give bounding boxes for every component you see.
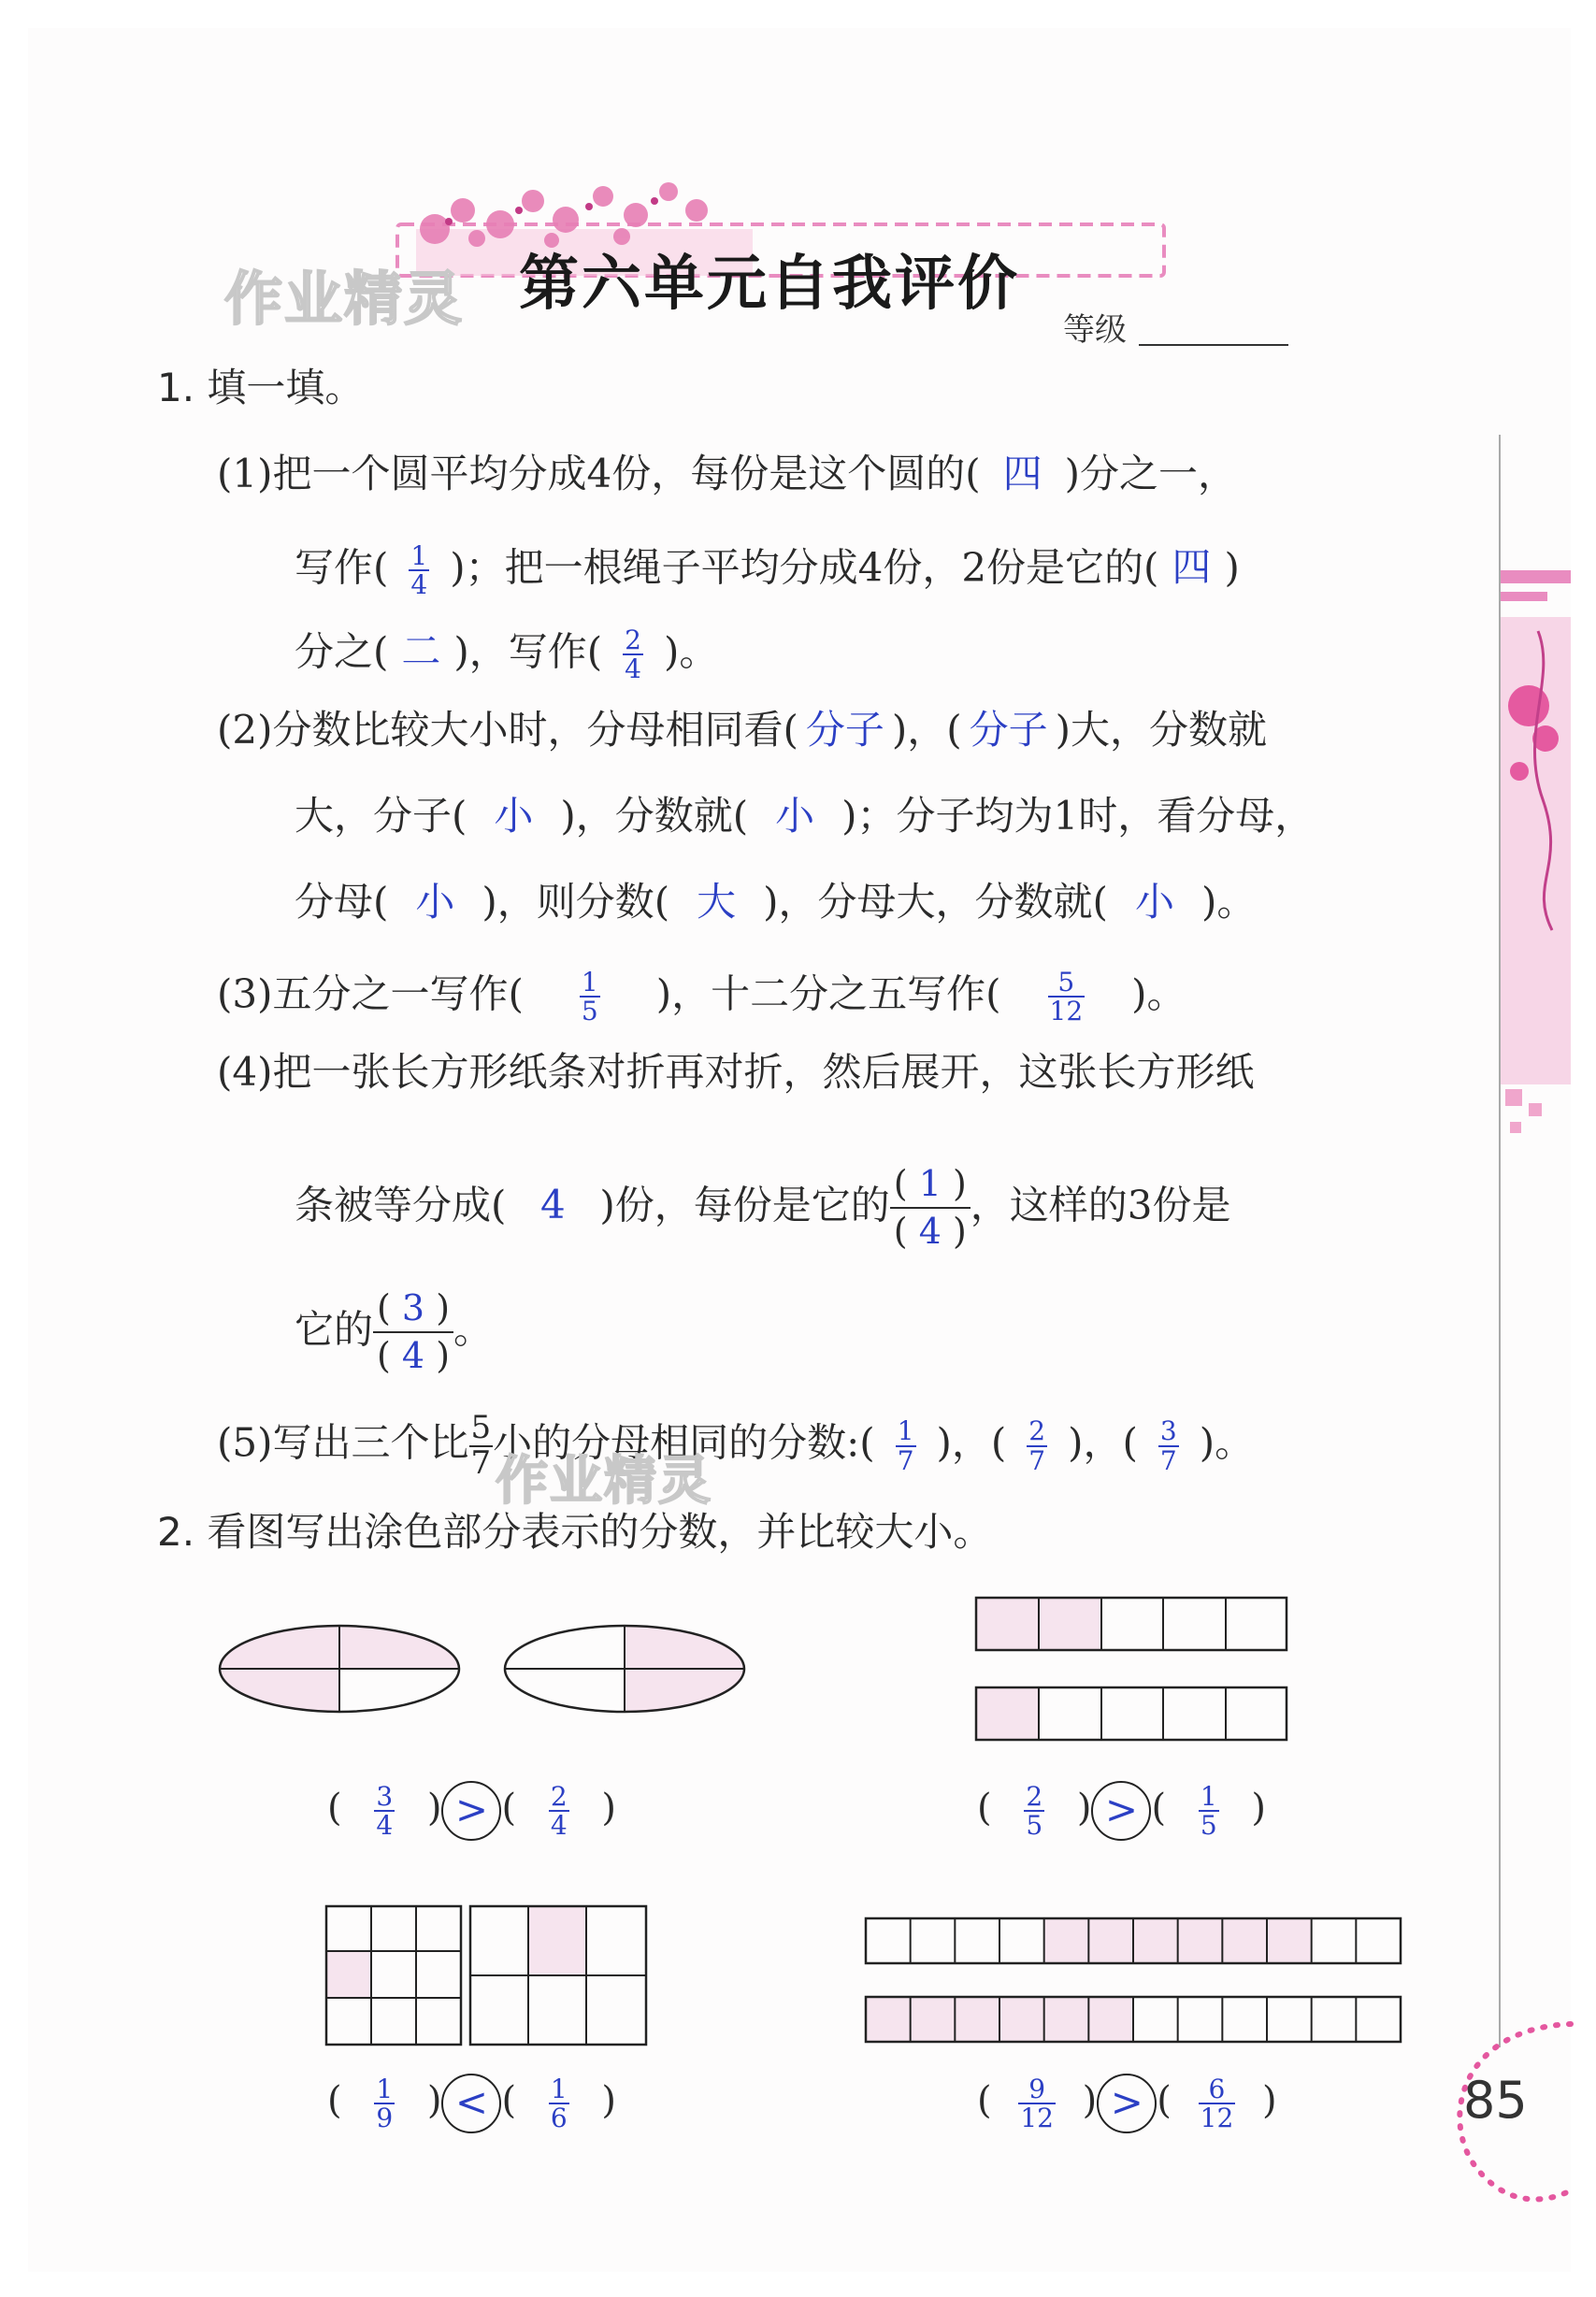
q1-1-line2: 写作( $\frac{1}{4}$ )；把一根绳子平均分成4份，2份是它的( 四 ) bbox=[295, 540, 1240, 601]
q1-4-line3: 它的 $\frac{( 3 )}{( 4 )}$ 。 bbox=[295, 1285, 493, 1380]
answer-fraction[interactable]: $\frac{1}{7}$ bbox=[897, 1415, 914, 1476]
answer-blank[interactable]: 四 bbox=[1172, 544, 1212, 591]
answer-blank[interactable]: 小 bbox=[415, 879, 455, 925]
answer-fraction[interactable]: $\frac{6}{12}$ bbox=[1200, 2073, 1234, 2133]
answer-blank[interactable]: 4 bbox=[540, 1182, 566, 1228]
watermark-middle: 作业精灵 bbox=[496, 1451, 712, 1512]
q1-2-line3: 分母( 小 )，则分数( 大 )，分母大，分数就( 小 )。 bbox=[295, 879, 1257, 925]
page-number: 85 bbox=[1463, 2071, 1528, 2130]
answer-fraction[interactable]: $\frac{1}{9}$ bbox=[376, 2073, 394, 2133]
ellipse-figures bbox=[213, 1617, 755, 1720]
answer-fraction[interactable]: $\frac{1}{5}$ bbox=[1200, 1780, 1217, 1841]
grid-figures bbox=[323, 1902, 650, 2052]
compare-circle[interactable]: > bbox=[441, 1781, 501, 1841]
answer-fraction[interactable]: $\frac{( 3 )}{( 4 )}$ bbox=[373, 1285, 453, 1380]
comparison-1: ( $\frac{3}{4}$ ) > ( $\frac{2}{4}$ ) bbox=[327, 1780, 616, 1841]
answer-fraction[interactable]: $\frac{( 1 )}{( 4 )}$ bbox=[890, 1161, 971, 1256]
answer-fraction[interactable]: $\frac{2}{4}$ bbox=[550, 1780, 568, 1841]
answer-blank[interactable]: 小 bbox=[1134, 879, 1174, 925]
side-floral-decoration bbox=[1501, 491, 1571, 1145]
answer-blank[interactable]: 小 bbox=[775, 793, 815, 839]
answer-fraction[interactable]: $\frac{1}{4}$ bbox=[410, 540, 428, 601]
q1-3-line: (3)五分之一写作( $\frac{1}{5}$ )，十二分之五写作( $\frac{5}{12}$ )。 bbox=[217, 967, 1186, 1027]
answer-fraction[interactable]: $\frac{2}{5}$ bbox=[1026, 1780, 1043, 1841]
q2-heading: 2. 看图写出涂色部分表示的分数，并比较大小。 bbox=[157, 1509, 993, 1555]
answer-fraction[interactable]: $\frac{1}{5}$ bbox=[581, 967, 598, 1027]
answer-blank[interactable]: 四 bbox=[1002, 451, 1042, 496]
q1-heading: 1. 填一填。 bbox=[157, 365, 365, 410]
q1-4-line1: (4)把一张长方形纸条对折再对折，然后展开，这张长方形纸 bbox=[217, 1049, 1255, 1095]
grade-label: 等级 bbox=[1063, 311, 1127, 349]
answer-blank[interactable]: 分子 bbox=[805, 707, 884, 753]
compare-circle[interactable]: > bbox=[1097, 2074, 1157, 2133]
strip-twelve-figures bbox=[862, 1915, 1404, 2046]
answer-fraction[interactable]: $\frac{9}{12}$ bbox=[1020, 2073, 1054, 2133]
q1-2-line1: (2)分数比较大小时，分母相同看( 分子 )，( 分子 )大，分数就 bbox=[217, 707, 1268, 753]
q1-4-line2: 条被等分成( 4 )份，每份是它的 $\frac{( 1 )}{( 4 )}$ ，这样的3份是 bbox=[295, 1161, 1231, 1256]
unit-title: 第六单元自我评价 bbox=[519, 249, 1020, 319]
q1-5-line: (5)写出三个比 $\frac{5}{7}$ 小的分母相同的分数:( $\frac{1}{7}$ )，( $\frac{2}{7}$ )，( $\frac{3}{7}$ )。 bbox=[217, 1409, 1255, 1482]
compare-circle[interactable]: < bbox=[441, 2074, 501, 2133]
comparison-2: ( $\frac{2}{5}$ ) > ( $\frac{1}{5}$ ) bbox=[977, 1780, 1266, 1841]
q1-2-line2: 大，分子( 小 )，分数就( 小 )；分子均为1时，看分母， bbox=[295, 793, 1315, 839]
answer-fraction[interactable]: $\frac{3}{7}$ bbox=[1159, 1415, 1177, 1476]
answer-blank[interactable]: 分子 bbox=[969, 707, 1048, 753]
q1-1-line3: 分之( 二 )，写作( $\frac{2}{4}$ )。 bbox=[295, 624, 719, 685]
answer-fraction[interactable]: $\frac{5}{12}$ bbox=[1049, 967, 1084, 1027]
answer-fraction[interactable]: $\frac{3}{4}$ bbox=[376, 1780, 394, 1841]
answer-fraction[interactable]: $\frac{2}{4}$ bbox=[625, 624, 641, 685]
answer-fraction[interactable]: $\frac{1}{6}$ bbox=[550, 2073, 568, 2133]
answer-blank[interactable]: 二 bbox=[401, 628, 441, 675]
grade-blank[interactable] bbox=[1139, 344, 1288, 346]
answer-fraction[interactable]: $\frac{2}{7}$ bbox=[1028, 1415, 1046, 1476]
watermark-top: 作业精灵 bbox=[224, 265, 465, 333]
comparison-3: ( $\frac{1}{9}$ ) < ( $\frac{1}{6}$ ) bbox=[327, 2073, 616, 2133]
answer-blank[interactable]: 小 bbox=[494, 793, 534, 839]
given-fraction: $\frac{5}{7}$ bbox=[470, 1409, 492, 1482]
strip-five-figures bbox=[972, 1594, 1290, 1744]
compare-circle[interactable]: > bbox=[1091, 1781, 1151, 1841]
comparison-4: ( $\frac{9}{12}$ ) > ( $\frac{6}{12}$ ) bbox=[977, 2073, 1277, 2133]
answer-blank[interactable]: 大 bbox=[697, 879, 737, 925]
q1-1-line1: (1)把一个圆平均分成4份，每份是这个圆的( 四 )分之一， bbox=[217, 451, 1237, 496]
